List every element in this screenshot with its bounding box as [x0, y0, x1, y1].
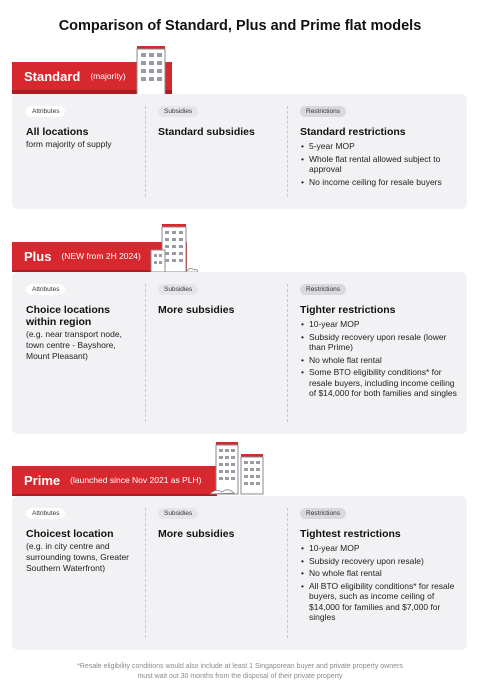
- subsidies-pill: Subsidies: [158, 106, 198, 117]
- restrictions-column: [300, 272, 460, 434]
- subsidies-pill: Subsidies: [158, 284, 198, 295]
- attributes-detail: (e.g. in city centre and surrounding towns, Greater Southern Waterfront): [26, 541, 129, 573]
- list-item: • No whole flat rental: [300, 355, 460, 366]
- list-item: • Subsidy recovery upon resale (lower than Prime): [300, 332, 460, 353]
- subsidies-heading: Standard subsidies: [158, 126, 255, 138]
- attributes-column: [26, 94, 138, 209]
- subsidies-pill: Subsidies: [158, 508, 198, 519]
- restrictions-list: [300, 543, 460, 623]
- restrictions-heading: Tightest restrictions: [300, 528, 401, 540]
- list-item: • All BTO eligibility conditions* for resale buyers, such as income ceiling of $14,000 for families and $7,000 for singles: [300, 581, 460, 623]
- attributes-pill: Attributes: [26, 508, 65, 519]
- subsidies-column: [158, 94, 280, 209]
- divider: [287, 284, 288, 422]
- footnote-line: *Resale eligibility conditions would also include at least 1 Singaporean buyer and private property owners: [77, 663, 403, 670]
- banner-prime: [12, 466, 217, 494]
- attributes-heading: Choicest location: [26, 528, 114, 540]
- list-item: • No whole flat rental: [300, 568, 460, 579]
- card-prime: [12, 496, 467, 650]
- restrictions-pill: Restrictions: [300, 508, 346, 519]
- restrictions-pill: Restrictions: [300, 284, 346, 295]
- divider: [145, 508, 146, 638]
- list-item: • No income ceiling for resale buyers: [300, 177, 460, 188]
- model-note: (majority): [90, 71, 126, 81]
- attributes-column: [26, 272, 138, 434]
- subsidies-heading: More subsidies: [158, 304, 235, 316]
- building-icon: [134, 44, 168, 96]
- building-icon: [148, 222, 198, 274]
- page-title: Comparison of Standard, Plus and Prime flat models: [58, 18, 422, 34]
- list-item: • Some BTO eligibility conditions* for resale buyers, including income ceiling of $14,000 for both families and singles: [300, 367, 460, 399]
- attributes-pill: Attributes: [26, 106, 65, 117]
- subsidies-column: [158, 272, 280, 434]
- list-item: • Subsidy recovery upon resale): [300, 556, 460, 567]
- footnote: [0, 662, 480, 682]
- model-note: (launched since Nov 2021 as PLH): [70, 475, 202, 485]
- model-name: Prime: [24, 472, 61, 488]
- restrictions-heading: Standard restrictions: [300, 126, 406, 138]
- card-standard: [12, 94, 467, 209]
- divider: [287, 106, 288, 197]
- attributes-pill: Attributes: [26, 284, 65, 295]
- model-name: Plus: [24, 248, 52, 264]
- attributes-detail: form majority of supply: [26, 139, 112, 149]
- restrictions-pill: Restrictions: [300, 106, 346, 117]
- divider: [287, 508, 288, 638]
- restrictions-list: [300, 141, 460, 187]
- card-plus: [12, 272, 467, 434]
- divider: [145, 106, 146, 197]
- list-item: • Whole flat rental allowed subject to approval: [300, 154, 460, 175]
- attributes-column: [26, 496, 138, 650]
- restrictions-column: [300, 496, 460, 650]
- restrictions-list: [300, 319, 460, 399]
- divider: [145, 284, 146, 422]
- list-item: • 10-year MOP: [300, 543, 460, 554]
- building-icon: [210, 440, 272, 498]
- list-item: • 5-year MOP: [300, 141, 460, 152]
- model-name: Standard: [24, 68, 81, 84]
- list-item: • 10-year MOP: [300, 319, 460, 330]
- restrictions-column: [300, 94, 460, 209]
- model-note: (NEW from 2H 2024): [61, 251, 141, 261]
- subsidies-column: [158, 496, 280, 650]
- attributes-heading: All locations: [26, 126, 89, 138]
- footnote-line: must wait out 30 months from the disposal of their private property: [137, 673, 343, 680]
- attributes-detail: (e.g. near transport node, town centre - Bayshore, Mount Pleasant): [26, 329, 122, 361]
- attributes-heading: Choice locations within region: [26, 304, 111, 328]
- restrictions-heading: Tighter restrictions: [300, 304, 396, 316]
- subsidies-heading: More subsidies: [158, 528, 235, 540]
